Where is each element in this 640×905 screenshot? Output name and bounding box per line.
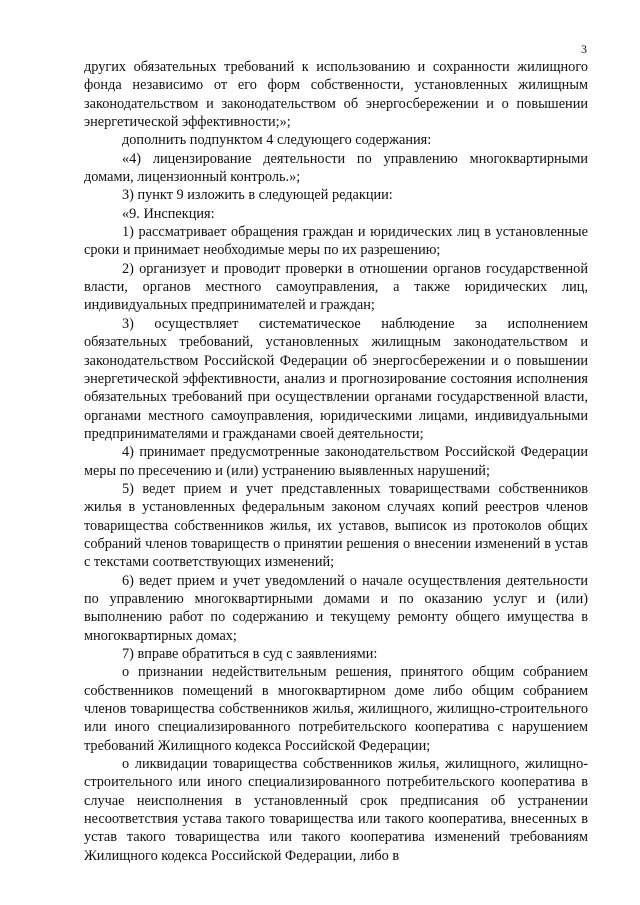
paragraph: 3) пункт 9 изложить в следующей редакции: [122, 187, 393, 204]
document-body [84, 58, 588, 865]
paragraph: 3) осуществляет систематическое наблюдение за исполнением обязательных требований, установленных жилищным законодательством и законодательством Российской Федерации об энергосбережении и о повышении энергетической эффективности, анализ и прогнозирование состояния исполнения обязательных требований при осуществлении органами государственной власти, органами местного самоуправления, юридическими лицами, индивидуальными предпринимателями и гражданами своей деятельности; [84, 315, 588, 442]
paragraph: 4) принимает предусмотренные законодательством Российской Федерации меры по пресечению и (или) устранению выявленных нарушений; [84, 444, 588, 479]
page-number: 3 [581, 42, 587, 56]
paragraph: 5) ведет прием и учет представленных товариществами собственников жилья в установленных федеральным законом случаях копий реестров членов товарищества собственников жилья, их уставов, выписок из протоколов общих собраний членов товариществ о принятии решения о внесении изменений в устав с текстами соответствующих изменений; [84, 480, 588, 571]
paragraph: 6) ведет прием и учет уведомлений о начале осуществления деятельности по управлению многоквартирными домами и по оказанию услуг и (или) выполнению работ по содержанию и текущему ремонту общего имущества в многоквартирных домах; [84, 572, 588, 644]
paragraph: «9. Инспекция: [122, 205, 215, 222]
paragraph: 1) рассматривает обращения граждан и юридических лиц в установленные сроки и принимает необходимые меры по их разрешению; [84, 224, 588, 259]
paragraph: о ликвидации товарищества собственников жилья, жилищного, жилищно-строительного или иного специализированного потребительского кооператива в случае неисполнения в установленный срок предписания об устранении несоответствия устава такого товарищества или такого кооператива, внесенных в устав такого товарищества или такого кооператива изменений требованиям Жилищного кодекса Российской Федерации, либо в [84, 756, 588, 864]
paragraph: 2) организует и проводит проверки в отношении органов государственной власти, органов местного самоуправления, а также юридических лиц, индивидуальных предпринимателей и граждан; [84, 260, 588, 314]
paragraph: 7) вправе обратиться в суд с заявлениями: [122, 646, 378, 662]
paragraph: «4) лицензирование деятельности по управлению многоквартирными домами, лицензионный контроль.»; [84, 150, 588, 186]
paragraph: других обязательных требований к использованию и сохранности жилищного фонда независимо от его форм собственности, установленных жилищным законодательством и законодательством об энергосбережении и о повышении энергетической эффективности;»; [84, 59, 588, 131]
paragraph: дополнить подпунктом 4 следующего содержания: [122, 132, 432, 149]
paragraph: о признании недействительным решения, принятого общим собранием собственников помещений в многоквартирном доме либо общим собранием членов товарищества собственников жилья, жилищного, жилищно-строительного или иного специализированного потребительского кооператива с нарушением требований Жилищного кодекса Российской Федерации; [84, 664, 588, 754]
